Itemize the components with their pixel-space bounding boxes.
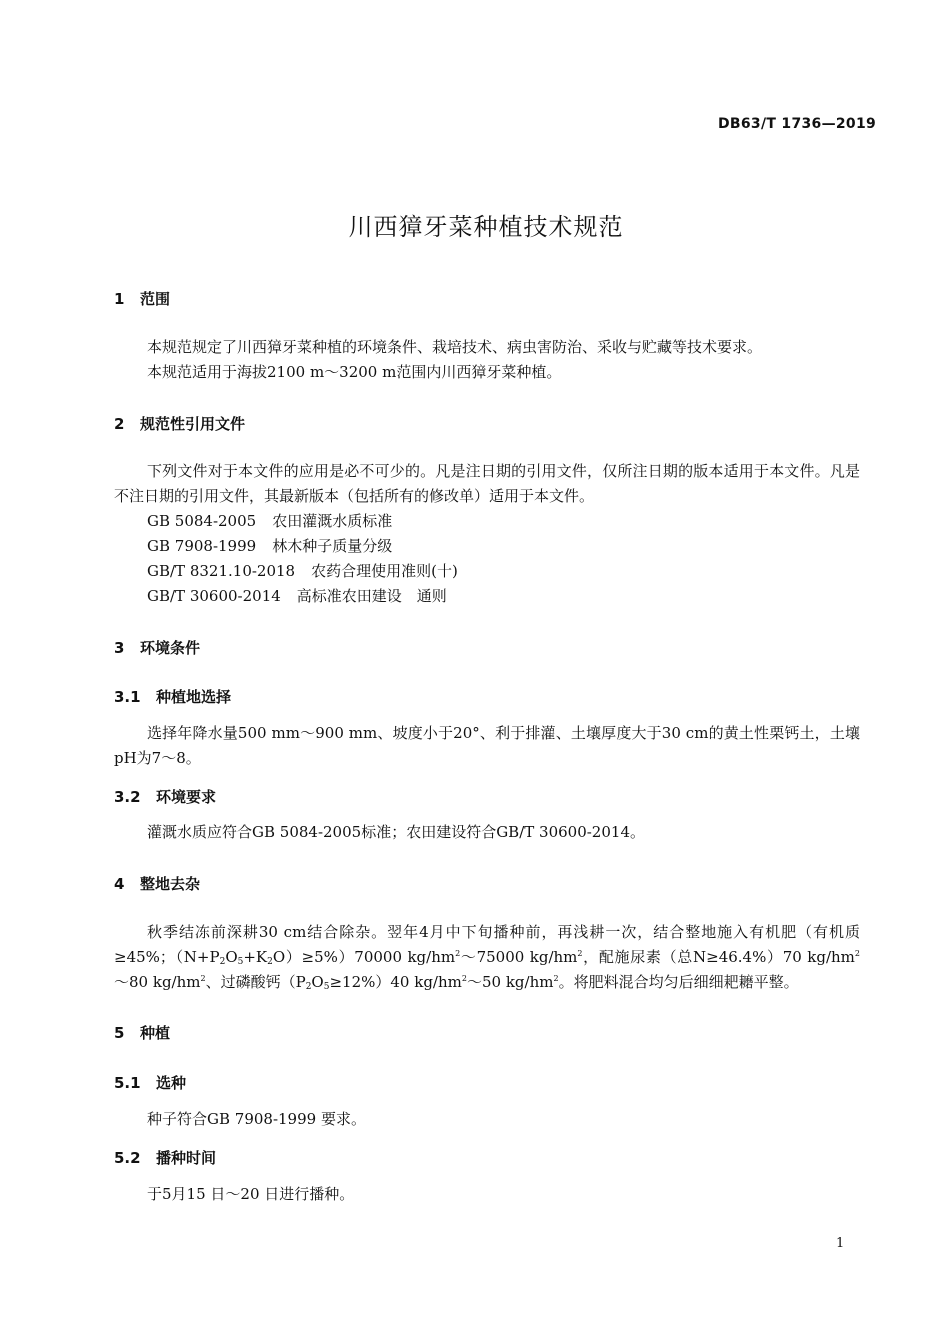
reference-code: GB 7908-1999 <box>147 537 257 555</box>
section-2-intro: 下列文件对于本文件的应用是必不可少的。凡是注日期的引用文件，仅所注日期的版本适用于本文件。凡是不注日期的引用文件，其最新版本（包括所有的修改单）适用于本文件。 <box>114 462 860 505</box>
section-number: 4 <box>114 875 125 893</box>
section-title: 环境条件 <box>140 639 201 657</box>
section-number: 5.1 <box>114 1074 141 1092</box>
section-title: 种植 <box>140 1024 171 1042</box>
section-title: 整地去杂 <box>140 875 201 893</box>
reference-title: 林木种子质量分级 <box>272 537 393 555</box>
reference-item <box>147 584 447 609</box>
section-title: 范围 <box>140 290 171 308</box>
section-number: 5.2 <box>114 1149 141 1167</box>
section-4-heading <box>114 873 200 894</box>
section-number: 2 <box>114 415 125 433</box>
reference-code: GB 5084-2005 <box>147 512 257 530</box>
section-5-2-text: 于5月15 日～20 日进行播种。 <box>147 1185 355 1203</box>
section-number: 3.1 <box>114 688 141 706</box>
section-3-2-heading <box>114 786 216 807</box>
section-5-1-heading <box>114 1072 186 1093</box>
section-5-2-heading <box>114 1147 216 1168</box>
section-4-text: 秋季结冻前深耕30 cm结合除杂。翌年4月中下旬播种前，再浅耕一次，结合整地施入有机肥（有机质≥45%；$(N+P_2O_5+K_2O)\ge 5\%)70000$ $kg/hm^2\sim 75000$ $kg/hm^2$，配施尿素（总N≥46.4%）70 $kg/hm^2\sim 80$ $kg/hm^2$、过磷酸钙$(P_2O_5\ge 12\%)40$ $kg/hm^2\sim 50$ $kg/hm^2$。将肥料混合均匀后细细耙耱平整。 <box>114 923 860 992</box>
section-title: 规范性引用文件 <box>140 415 246 433</box>
section-3-heading <box>114 637 200 658</box>
section-3-1-heading <box>114 686 231 707</box>
section-1-paragraph-2: 本规范适用于海拔2100 m～3200 m范围内川西獐牙菜种植。 <box>147 363 562 381</box>
section-3-2-text: 灌溉水质应符合GB 5084-2005标准；农田建设符合GB/T 30600-2014。 <box>147 823 645 841</box>
standard-code: DB63/T 1736—2019 <box>718 116 877 132</box>
section-title: 选种 <box>156 1074 187 1092</box>
reference-item <box>147 559 458 584</box>
reference-code: GB/T 8321.10-2018 <box>147 562 296 580</box>
reference-item <box>147 509 392 534</box>
reference-code: GB/T 30600-2014 <box>147 587 281 605</box>
reference-title: 农药合理使用准则(十) <box>311 562 458 580</box>
section-number: 3.2 <box>114 788 141 806</box>
section-5-1-text: 种子符合GB 7908-1999 要求。 <box>147 1110 366 1128</box>
section-5-heading <box>114 1022 170 1043</box>
reference-title: 农田灌溉水质标准 <box>272 512 393 530</box>
section-title: 环境要求 <box>156 788 217 806</box>
section-3-1-text: 选择年降水量500 mm～900 mm、坡度小于20°、利于排灌、土壤厚度大于30 cm的黄土性栗钙土，土壤pH为7～8。 <box>114 724 860 767</box>
page-number: 1 <box>836 1236 845 1251</box>
reference-title: 高标准农田建设 通则 <box>296 587 447 605</box>
section-1-paragraph-1: 本规范规定了川西獐牙菜种植的环境条件、栽培技术、病虫害防治、采收与贮藏等技术要求。 <box>147 338 763 356</box>
section-title: 播种时间 <box>156 1149 217 1167</box>
section-number: 1 <box>114 290 125 308</box>
section-number: 3 <box>114 639 125 657</box>
document-title: 川西獐牙菜种植技术规范 <box>348 213 624 241</box>
section-2-heading <box>114 413 245 434</box>
reference-item <box>147 534 392 559</box>
section-number: 5 <box>114 1024 125 1042</box>
section-1-heading <box>114 288 170 309</box>
section-title: 种植地选择 <box>156 688 232 706</box>
